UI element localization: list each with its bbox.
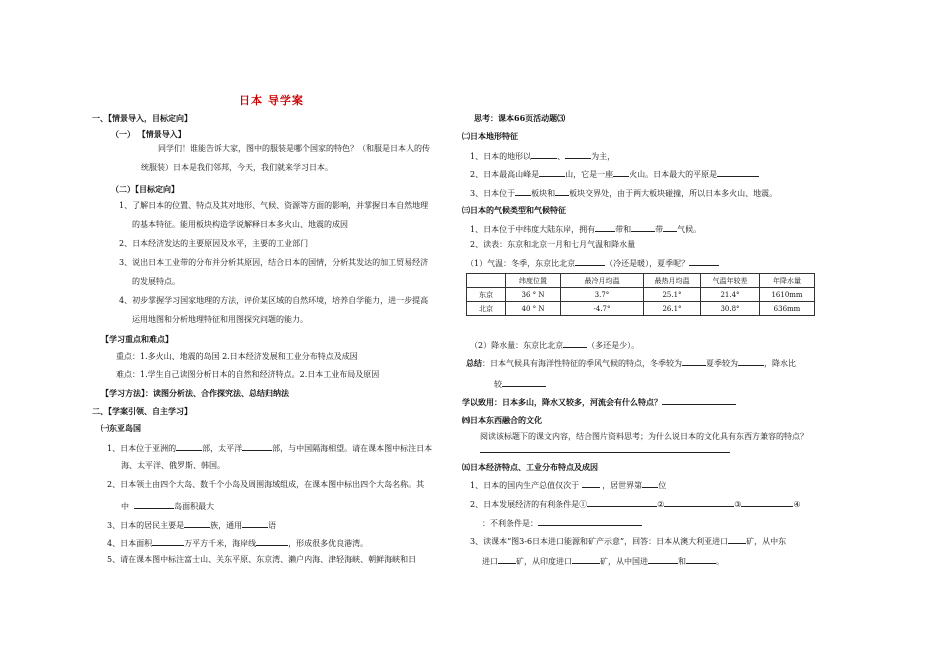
summary-line-2 — [494, 378, 546, 390]
part-heading-2: ㈡日本地形特征 — [462, 131, 518, 141]
question-text: 1、日本位于中纬度大陆东岸，拥有 — [470, 225, 596, 234]
question-text: 板块交界处，由于两大板块碰撞，所以日本多火山、地震。 — [569, 189, 778, 198]
question-text: 矿，从中东 — [746, 537, 787, 546]
table-cell: 25.1° — [644, 288, 701, 302]
question-text: 夏季较为 — [706, 359, 738, 368]
question-text: ，居世界第 — [602, 481, 643, 490]
question-text: ③ — [734, 500, 742, 509]
question-text: 2、日本最高山峰是 — [470, 170, 540, 179]
answer-blank[interactable] — [538, 517, 642, 526]
answer-blank[interactable] — [582, 479, 600, 488]
goal-1b: 的基本特征。能用板块构造学说解释日本多火山、地震的成因 — [132, 220, 348, 229]
part-heading-4: ㈣日本东西融合的文化 — [462, 415, 542, 425]
part-heading-3: ㈢日本的气候类型和气候特征 — [462, 205, 566, 215]
answer-blank[interactable] — [184, 519, 210, 528]
question-text: 。 — [716, 557, 724, 566]
economy-q3a — [470, 535, 786, 547]
question-text: （1）气温：冬季，东京比北京 — [466, 259, 576, 268]
question-text: 2、日本发展经济的有利条件是① — [470, 500, 588, 509]
table-cell: 636mm — [760, 302, 815, 316]
answer-blank[interactable] — [565, 150, 591, 159]
answer-blank[interactable] — [498, 555, 516, 564]
difficulties: 难点：1.学生自己读图分析日本的自然和经济特点。2.日本工业布局及原因 — [116, 370, 380, 379]
key-points: 重点：1.多火山、地震的岛国 2.日本经济发展和工业分布特点及成因 — [116, 352, 358, 361]
question-text: 3、日本位于 — [470, 189, 516, 198]
culture-question: 阅读该标题下的课文内容，结合图片资料思考；为什么说日本的文化具有东西方兼容的特点？ — [480, 432, 808, 441]
question-text: 矿，从印度进口 — [516, 557, 572, 566]
question-text: 3、日本的居民主要是 — [107, 521, 185, 530]
answer-blank[interactable] — [134, 500, 174, 509]
table-cell: 30.8° — [701, 302, 760, 316]
economy-q2b — [482, 517, 642, 529]
table-header-cell: 最热月均温 — [644, 274, 701, 288]
question-5: 5、请在课本图中标注富士山、关东平原、东京湾、濑户内海、津轻海峡、朝鲜海峡和日 — [107, 555, 417, 564]
question-text: （冷还是暖），夏季呢？ — [605, 259, 690, 268]
section-heading-1: 一、【情景导入，目标定向】 — [92, 113, 192, 123]
table-cell: 36 ° N — [506, 288, 561, 302]
table-header-cell: 纬度位置 — [506, 274, 561, 288]
page-title: 日本 导学案 — [239, 94, 304, 107]
question-text: 山，它是一座 — [565, 170, 614, 179]
answer-blank[interactable] — [555, 187, 569, 196]
goal-4b: 运用地图和分析地理特征和用图探究问题的能力。 — [132, 315, 308, 324]
answer-blank[interactable] — [648, 555, 678, 564]
answer-blank[interactable] — [662, 396, 736, 405]
question-text: 万平方千米，海岸线 — [184, 539, 257, 548]
question-text: 火山。日本最大的平原是 — [629, 170, 718, 179]
goal-4a: 4、初步掌握学习国家地理的方法，评价某区域的自然环境，培养自学能力，进一步提高 — [119, 296, 429, 305]
answer-blank[interactable] — [515, 187, 531, 196]
goal-2: 2、日本经济发达的主要原因及水平，主要的工业部门 — [119, 239, 309, 248]
intro-text-2: 统服装）日本是我们邻邦，今天，我们就来学习日本。 — [141, 163, 333, 172]
apply-question — [462, 396, 736, 407]
answer-blank[interactable] — [242, 519, 268, 528]
terrain-q2 — [470, 168, 759, 180]
answer-blank[interactable] — [572, 555, 600, 564]
question-text: 、 — [557, 152, 566, 161]
part-heading-5: ㈤日本经济特点、工业分布特点及成因 — [462, 462, 598, 472]
table-cell: 26.1° — [644, 302, 701, 316]
table-header-cell: 气温年较差 — [701, 274, 760, 288]
answer-blank[interactable] — [563, 339, 587, 348]
question-text: 进口 — [482, 557, 498, 566]
table-cell: 21.4° — [701, 288, 760, 302]
answer-blank[interactable] — [738, 357, 764, 366]
terrain-q1 — [470, 150, 615, 162]
question-text: 1、日本的地形以 — [470, 152, 532, 161]
question-1b: 海、太平洋、俄罗斯、韩国。 — [121, 461, 225, 470]
summary-line — [466, 357, 796, 369]
answer-line[interactable] — [480, 452, 730, 453]
question-text: ：不利条件是： — [482, 519, 538, 528]
answer-blank[interactable] — [686, 555, 716, 564]
question-3 — [107, 519, 276, 531]
answer-blank[interactable] — [502, 378, 546, 387]
answer-blank[interactable] — [587, 498, 657, 507]
answer-blank[interactable] — [539, 168, 565, 177]
answer-blank[interactable] — [176, 442, 202, 451]
question-text: 3、读课本“图3-6日本进口能源和矿产示意”，回答：日本从澳大利亚进口 — [470, 537, 729, 546]
answer-blank[interactable] — [728, 535, 746, 544]
answer-blank[interactable] — [613, 168, 629, 177]
question-text: 学以致用：日本多山，降水又较多，河流会有什么特点？ — [462, 397, 662, 407]
answer-blank[interactable] — [664, 498, 734, 507]
answer-blank[interactable] — [595, 223, 615, 232]
table-cell: 东京 — [467, 288, 506, 302]
question-text: 带 — [655, 225, 664, 234]
question-text: 1、日本的国内生产总值仅次于 — [470, 481, 580, 490]
question-text: 和 — [678, 557, 686, 566]
question-text: 矿，从中国进 — [600, 557, 648, 566]
question-text: 岛面积最大 — [174, 502, 215, 511]
question-4 — [107, 537, 368, 549]
section-heading-2: 二、【学案引领、自主学习】 — [92, 406, 192, 416]
answer-blank[interactable] — [575, 257, 605, 266]
question-text: 中 — [121, 502, 129, 511]
table-cell: 3.7° — [561, 288, 644, 302]
question-text: 较 — [494, 380, 502, 389]
question-2a: 2、日本领土由四个大岛、数千个小岛及周围海域组成，在课本图中标出四个大岛名称。其 — [107, 480, 425, 489]
question-text: 位 — [658, 481, 667, 490]
answer-blank[interactable] — [642, 479, 658, 488]
economy-q2 — [470, 498, 801, 510]
question-text: 1、日本位于亚洲的 — [107, 444, 177, 453]
table-cell: 北京 — [467, 302, 506, 316]
goal-3a: 3、说出日本工业带的分布并分析其原因，结合日本的国情，分析其发达的加工贸易经济 — [119, 258, 429, 267]
key-points-heading: 【学习重点和难点】 — [101, 334, 173, 344]
answer-blank[interactable] — [717, 168, 759, 177]
part-heading-1: ㈠东亚岛国 — [101, 423, 141, 433]
question-text: ：日本气候具有海洋性特征的季风气候的特点，冬季较为 — [482, 359, 682, 368]
answer-blank[interactable] — [631, 223, 655, 232]
question-text: ，形成很多优良港湾。 — [288, 539, 369, 548]
answer-blank[interactable] — [741, 498, 793, 507]
climate-q4 — [470, 339, 639, 351]
climate-q1 — [470, 223, 701, 235]
answer-blank[interactable] — [531, 150, 557, 159]
summary-label: 总结 — [466, 358, 482, 368]
subsection-goals: （二）【目标定向】 — [111, 184, 179, 194]
question-text: 带和 — [615, 225, 632, 234]
table-header-cell — [467, 274, 506, 288]
climate-table — [466, 273, 815, 316]
think-prompt — [474, 113, 565, 124]
question-text: 板块和 — [531, 189, 556, 198]
question-text: 部，太平洋 — [202, 444, 243, 453]
question-text: 族，通用 — [210, 521, 243, 530]
answer-blank[interactable] — [242, 442, 272, 451]
question-1a — [107, 442, 432, 454]
goal-1a: 1、了解日本的位置、特点及其对地形、气候、资源等方面的影响，并掌握日本自然地理 — [119, 201, 429, 210]
table-header-row — [467, 274, 815, 288]
question-text: 4、日本面积 — [107, 539, 153, 548]
study-method: 【学习方法】：读图分析法、合作探究法、总结归纳法 — [101, 388, 289, 398]
question-text: 部，与中国隔海相望。请在课本图中标注日本 — [272, 444, 433, 453]
table-header-cell: 年降水量 — [760, 274, 815, 288]
question-text: （多还是少）。 — [587, 341, 640, 350]
subsection-intro: （一） 【情景导入】 — [111, 129, 186, 139]
economy-q1 — [470, 479, 666, 491]
goal-3b: 的发展特点。 — [132, 277, 180, 286]
question-2b — [121, 500, 214, 512]
question-text: ② — [657, 500, 665, 509]
question-text: 气候。 — [677, 225, 702, 234]
climate-q3 — [466, 257, 719, 269]
question-text: 语 — [268, 521, 277, 530]
answer-blank[interactable] — [256, 537, 288, 546]
answer-blank[interactable] — [682, 357, 706, 366]
answer-blank[interactable] — [152, 537, 184, 546]
question-text: ，降水比 — [764, 359, 796, 368]
question-text: ④ — [793, 500, 801, 509]
table-row — [467, 302, 815, 316]
economy-q3b — [482, 555, 724, 567]
answer-blank[interactable] — [689, 257, 719, 266]
table-cell: 40 ° N — [506, 302, 561, 316]
table-header-cell: 最冷月均温 — [561, 274, 644, 288]
terrain-q3 — [470, 187, 777, 199]
think-text: 思考：课本66页活动题⑶ — [474, 113, 566, 123]
answer-blank[interactable] — [663, 223, 677, 232]
table-row — [467, 288, 815, 302]
question-text: 为主， — [591, 152, 616, 161]
question-text: （2）降水量：东京比北京 — [470, 341, 564, 350]
table-cell: -4.7° — [561, 302, 644, 316]
intro-text-1: 同学们！谁能告诉大家，图中的服装是哪个国家的特色？（和服是日本人的传 — [158, 144, 430, 153]
table-cell: 1610mm — [760, 288, 815, 302]
climate-q2: 2、读表：东京和北京一月和七月气温和降水量 — [470, 240, 636, 249]
